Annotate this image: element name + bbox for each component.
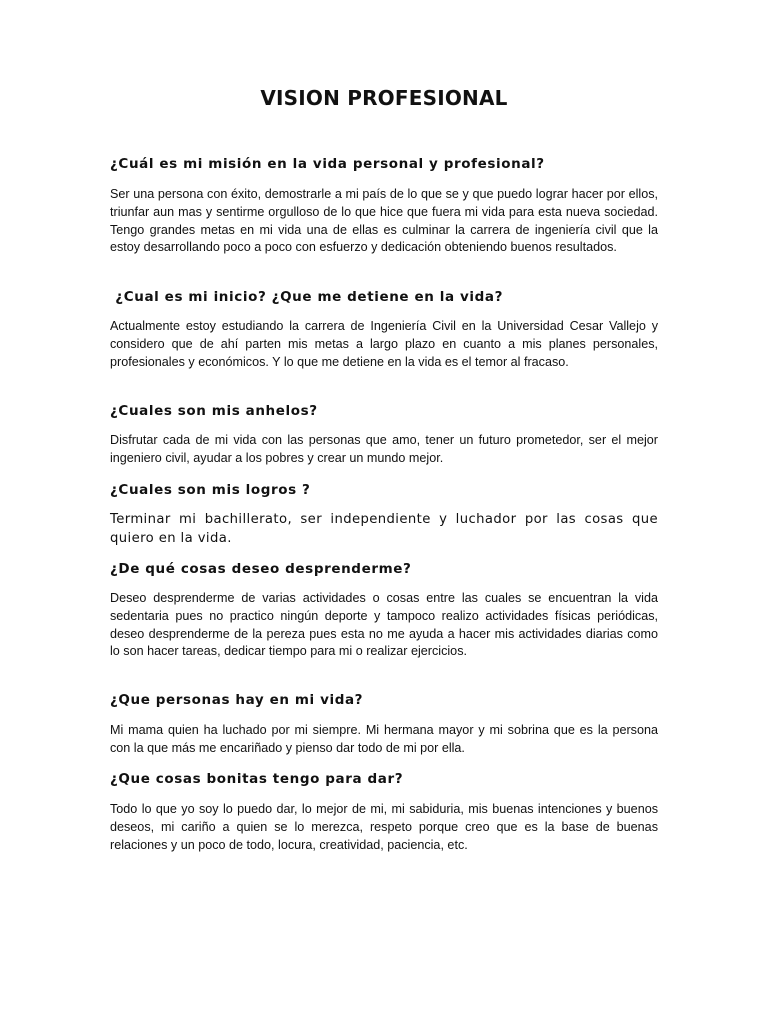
- section-heading-inicio: ¿Cual es mi inicio? ¿Que me detiene en la vida?: [110, 289, 504, 305]
- section-body-inicio: Actualmente estoy estudiando la carrera de Ingeniería Civil en la Universidad Cesar Vallejo y considero que de ahí parten mis metas a largo plazo en cuanto a mis planes personales, profesionales y económicos. Y lo que me detiene en la vida es el temor al fracaso.: [110, 319, 658, 369]
- section-heading-logros: ¿Cuales son mis logros ?: [110, 482, 311, 498]
- document-title: VISION PROFESIONAL: [260, 86, 508, 110]
- section-heading-cosas-bonitas: ¿Que cosas bonitas tengo para dar?: [110, 771, 404, 787]
- section-heading-mision: ¿Cuál es mi misión en la vida personal y profesional?: [110, 156, 545, 172]
- section-body-anhelos: Disfrutar cada de mi vida con las personas que amo, tener un futuro prometedor, ser el mejor ingeniero civil, ayudar a los pobres y crear un mundo mejor.: [110, 433, 658, 465]
- section-heading-desprenderme: ¿De qué cosas deseo desprenderme?: [110, 561, 412, 577]
- section-body-personas: Mi mama quien ha luchado por mi siempre. Mi hermana mayor y mi sobrina que es la persona con la que más me encariñado y pienso dar todo de mi por ella.: [110, 723, 658, 755]
- section-body-desprenderme: Deseo desprenderme de varias actividades o cosas entre las cuales se encuentran la vida sedentaria pues no practico ningún deporte y tampoco realizo actividades físicas periódicas, deseo desprenderme de la pereza pues esta no me ayuda a hacer mis actividades diarias como lo son hacer tareas, dedicar tiempo para mi o realizar ejercicios.: [110, 591, 658, 659]
- section-body-mision: Ser una persona con éxito, demostrarle a mi país de lo que se y que puedo lograr hacer por ellos, triunfar aun mas y sentirme orgulloso de lo que hice que fuera mi vida para esta nueva sociedad. Tengo grandes metas en mi vida una de ellas es culminar la carrera de ingeniería civil que la estoy desarrollando poco a poco con esfuerzo y dedicación obteniendo buenos resultados.: [110, 187, 658, 255]
- section-heading-anhelos: ¿Cuales son mis anhelos?: [110, 403, 318, 419]
- section-heading-personas: ¿Que personas hay en mi vida?: [110, 692, 364, 708]
- section-body-logros: Terminar mi bachillerato, ser independiente y luchador por las cosas que quiero en la vida.: [110, 512, 658, 546]
- section-body-cosas-bonitas: Todo lo que yo soy lo puedo dar, lo mejor de mi, mi sabiduria, mis buenas intenciones y buenos deseos, mi cariño a quien se lo merezca, respeto porque creo que es la base de buenas relaciones y un poco de todo, locura, creatividad, paciencia, etc.: [110, 802, 658, 852]
